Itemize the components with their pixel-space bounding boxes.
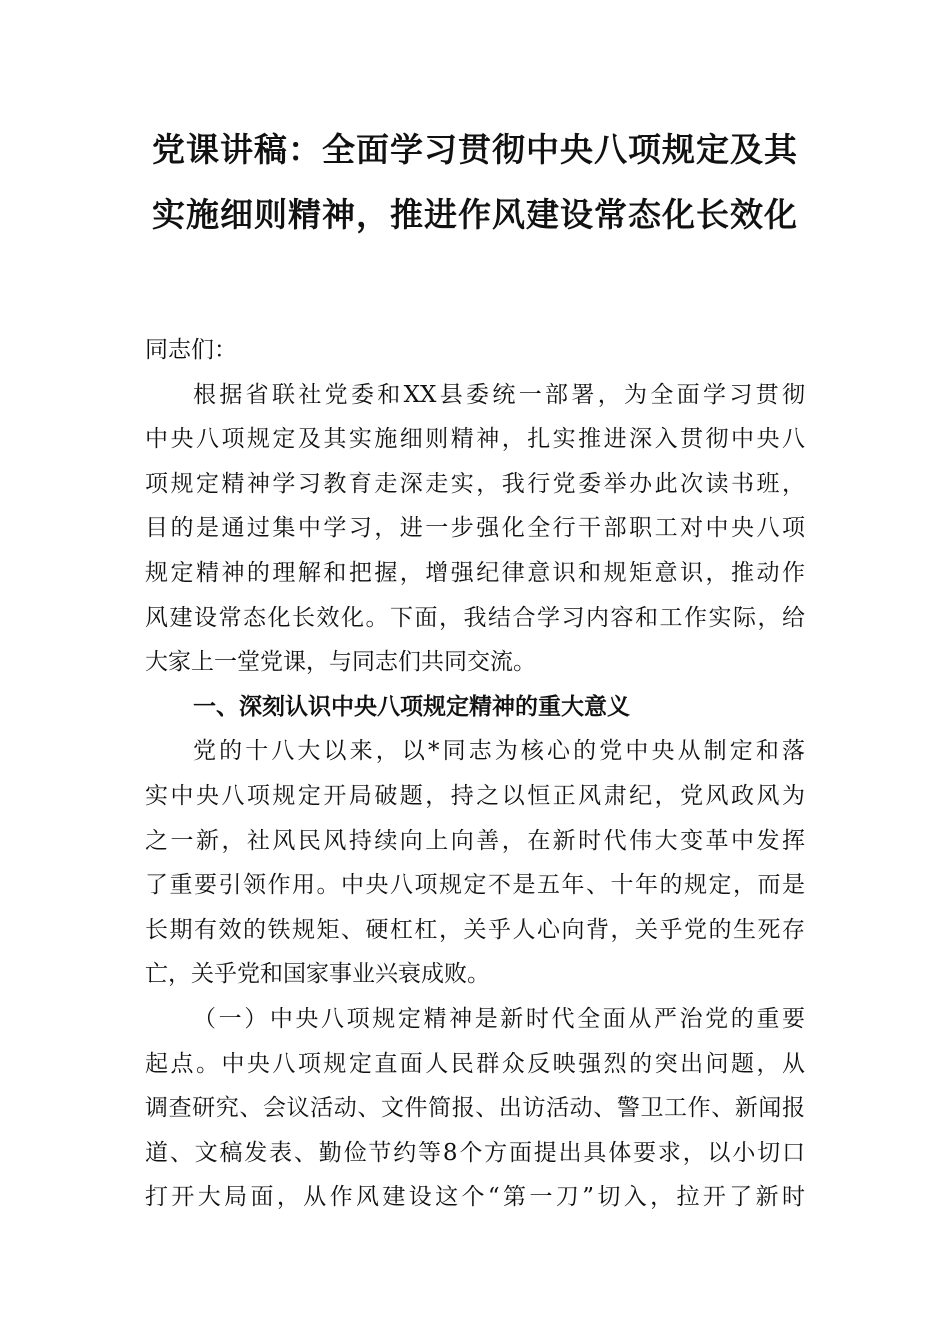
text-line: 了重要引领作用。中央八项规定不是五年、十年的规定，而是 <box>145 872 805 899</box>
document-body <box>145 328 805 1220</box>
text-line: 道、文稿发表、勤俭节约等8个方面提出具体要求，以小切口 <box>145 1139 805 1166</box>
text-line: 风建设常态化长效化。下面，我结合学习内容和工作实际，给 <box>145 604 805 631</box>
text-line: 亡，关乎党和国家事业兴衰成败。 <box>145 961 490 988</box>
text-line: 项规定精神学习教育走深走实，我行党委举办此次读书班， <box>145 470 805 497</box>
paragraph-significance <box>145 729 805 997</box>
text-line: 长期有效的铁规矩、硬杠杠，关乎人心向背，关乎党的生死存 <box>145 916 805 943</box>
document-title-line-1: 党课讲稿：全面学习贯彻中央八项规定及其 <box>152 130 798 169</box>
text-line: 大家上一堂党课，与同志们共同交流。 <box>145 649 536 676</box>
text-line: 调查研究、会议活动、文件简报、出访活动、警卫工作、新闻报 <box>145 1095 805 1122</box>
text-line: 根据省联社党委和XX县委统一部署，为全面学习贯彻 <box>193 381 805 408</box>
document-title-line-2: 实施细则精神，推进作风建设常态化长效化 <box>152 195 798 234</box>
text-line: 目的是通过集中学习，进一步强化全行干部职工对中央八项 <box>145 515 805 542</box>
paragraph-subsection-1 <box>145 997 805 1220</box>
text-line: 实中央八项规定开局破题，持之以恒正风肃纪，党风政风为 <box>145 782 805 809</box>
text-line: 打开大局面，从作风建设这个“第一刀”切入，拉开了新时 <box>145 1184 805 1211</box>
text-line: 起点。中央八项规定直面人民群众反映强烈的突出问题，从 <box>145 1050 805 1077</box>
salutation: 同志们： <box>145 337 237 363</box>
text-line: （一）中央八项规定精神是新时代全面从严治党的重要 <box>193 1005 805 1032</box>
paragraph-intro <box>145 373 805 685</box>
text-line: 规定精神的理解和把握，增强纪律意识和规矩意识，推动作 <box>145 559 805 586</box>
text-line: 中央八项规定及其实施细则精神，扎实推进深入贯彻中央八 <box>145 426 805 453</box>
text-line: 之一新，社风民风持续向上向善，在新时代伟大变革中发挥 <box>145 827 805 854</box>
text-line: 党的十八大以来，以*同志为核心的党中央从制定和落 <box>193 738 805 765</box>
section-heading-1: 一、深刻认识中央八项规定精神的重大意义 <box>193 693 630 720</box>
